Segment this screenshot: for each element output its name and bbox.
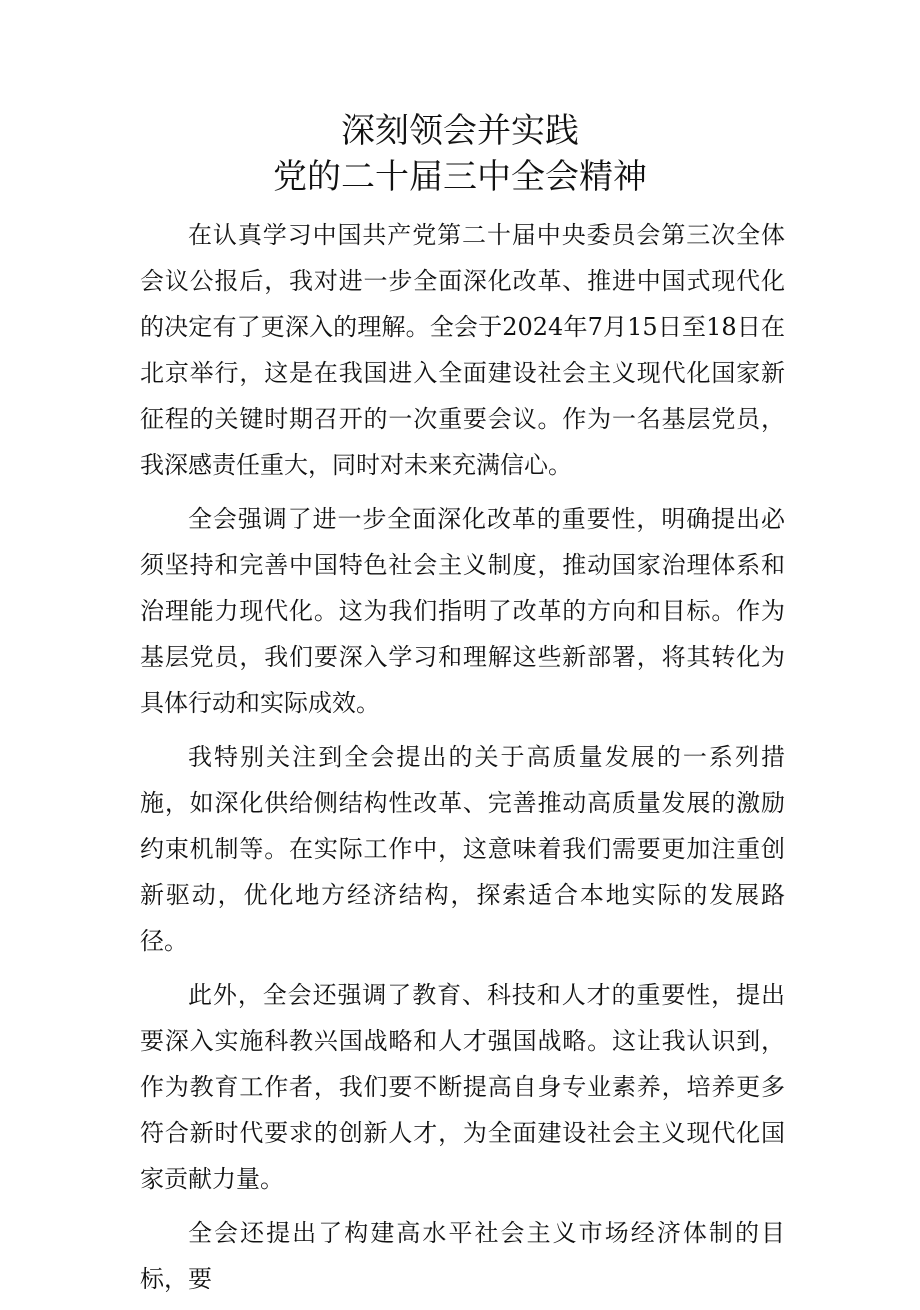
title-line-1: 深刻领会并实践 bbox=[341, 111, 579, 151]
paragraph-5: 全会还提出了构建高水平社会主义市场经济体制的目标，要 bbox=[140, 1219, 785, 1293]
paragraph-1: 在认真学习中国共产党第二十届中央委员会第三次全体会议公报后，我对进一步全面深化改革、推进中国式现代化的决定有了更深入的理解。全会于2024年7月15日至18日在北京举行，这是在我国进入全面建设社会主义现代化国家新征程的关键时期召开的一次重要会议。作为一名基层党员，我深感责任重大，同时对未来充满信心。 bbox=[140, 221, 785, 479]
title-line-2: 党的二十届三中全会精神 bbox=[273, 157, 647, 197]
paragraph-4: 此外，全会还强调了教育、科技和人才的重要性，提出要深入实施科教兴国战略和人才强国战略。这让我认识到，作为教育工作者，我们要不断提高自身专业素养，培养更多符合新时代要求的创新人才，为全面建设社会主义现代化国家贡献力量。 bbox=[140, 981, 785, 1193]
paragraph-2: 全会强调了进一步全面深化改革的重要性，明确提出必须坚持和完善中国特色社会主义制度，推动国家治理体系和治理能力现代化。这为我们指明了改革的方向和目标。作为基层党员，我们要深入学习和理解这些新部署，将其转化为具体行动和实际成效。 bbox=[140, 505, 785, 717]
document-body bbox=[140, 212, 785, 1310]
paragraph-3: 我特别关注到全会提出的关于高质量发展的一系列措施，如深化供给侧结构性改革、完善推动高质量发展的激励约束机制等。在实际工作中，这意味着我们需要更加注重创新驱动，优化地方经济结构，探索适合本地实际的发展路径。 bbox=[140, 743, 785, 955]
document-title bbox=[0, 108, 920, 200]
